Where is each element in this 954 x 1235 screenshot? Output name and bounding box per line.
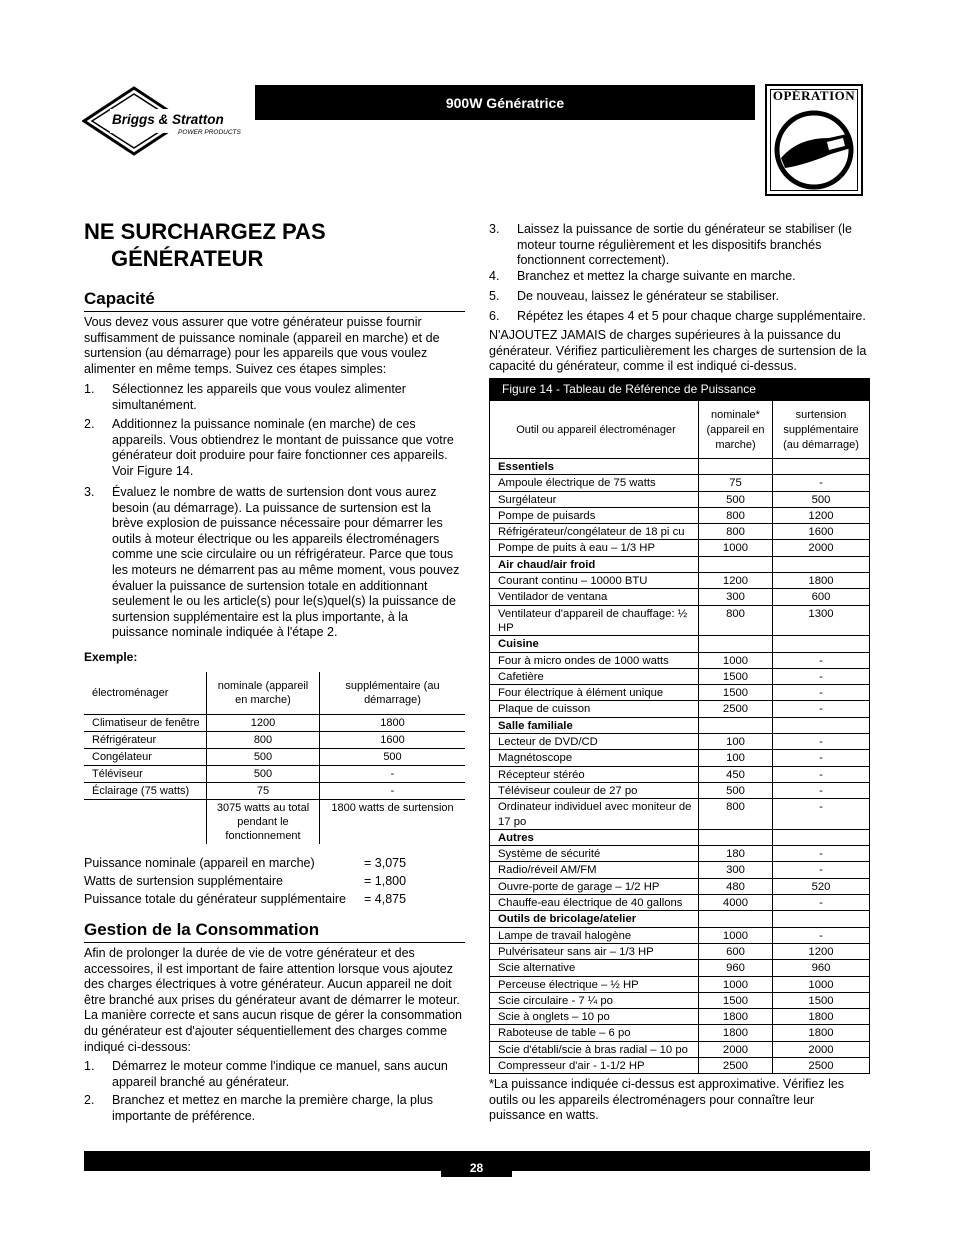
section-label: OPÉRATION [772, 88, 856, 103]
table-row [490, 734, 870, 750]
category-row [490, 829, 870, 845]
example-label: Exemple: [84, 650, 138, 664]
rated-watts: 300 [699, 862, 773, 878]
column-header: Outil ou appareil électroménager [490, 401, 699, 459]
rated-watts: 800 [699, 605, 773, 636]
rated-watts: 1000 [699, 976, 773, 992]
table-row [490, 976, 870, 992]
rated-watts: 75 [699, 475, 773, 491]
surge-watts: 600 [773, 589, 870, 605]
rated-watts: 800 [699, 524, 773, 540]
rated-watts: 4000 [699, 895, 773, 911]
category-row [490, 636, 870, 652]
surge-watts: 1800 [773, 573, 870, 589]
appliance-name: Pulvérisateur sans air – 1/3 HP [490, 943, 699, 959]
surge-watts: - [773, 862, 870, 878]
capacity-heading: Capacité [84, 289, 465, 312]
brand-logo-icon [82, 86, 254, 156]
surge-watts: 2000 [773, 1041, 870, 1057]
table-footnote: *La puissance indiquée ci-dessus est approximative. Vérifiez les outils ou les appareils électroménagers pour connaître leur puissance en watts. [489, 1077, 845, 1123]
rated-watts: 100 [699, 750, 773, 766]
table-row [490, 782, 870, 798]
surge-watts: 1600 [773, 524, 870, 540]
appliance-name: Scie circulaire - 7 ¼ po [490, 992, 699, 1008]
category-row [490, 911, 870, 927]
table-row [490, 927, 870, 943]
surge-watts: - [773, 895, 870, 911]
capacity-step: 2. Additionnez la puissance nominale (en marche) de ces appareils. Vous obtiendrez le montant de puissance que votre générateur doit produire pour faire fonctionner ces appareils. Voir Figure 14. [84, 417, 454, 478]
table-row [490, 652, 870, 668]
appliance-name: Plaque de cuisson [490, 701, 699, 717]
table-row: Réfrigérateur 800 1600 [84, 732, 465, 749]
wattage-reference-table [489, 400, 870, 1074]
surge-watts: 1300 [773, 605, 870, 636]
rated-watts: 1500 [699, 992, 773, 1008]
rated-watts: 1000 [699, 540, 773, 556]
appliance-name: Compresseur d'air - 1-1/2 HP [490, 1057, 699, 1073]
table-row [490, 1057, 870, 1073]
appliance-name: Magnétoscope [490, 750, 699, 766]
appliance-name: Ouvre-porte de garage – 1/2 HP [490, 878, 699, 894]
table-row: Climatiseur de fenêtre 1200 1800 [84, 715, 465, 732]
table-row [490, 573, 870, 589]
section-badge [765, 84, 863, 196]
appliance-name: Four à micro ondes de 1000 watts [490, 652, 699, 668]
appliance-name: Ventilateur d'appareil de chauffage: ½ HP [490, 605, 699, 636]
appliance-name: Raboteuse de table – 6 po [490, 1025, 699, 1041]
appliance-name: Perceuse électrique – ½ HP [490, 976, 699, 992]
surge-watts: 1800 [773, 1025, 870, 1041]
table-row [490, 846, 870, 862]
summary-line: Watts de surtension supplémentaire = 1,800 [84, 874, 407, 888]
appliance-name: Cafetière [490, 668, 699, 684]
table-row [490, 491, 870, 507]
category-label: Cuisine [490, 636, 699, 652]
management-step: 6. Répétez les étapes 4 et 5 pour chaque charge supplémentaire. [489, 309, 866, 323]
management-intro: Afin de prolonger la durée de vie de votre générateur et des accessoires, il est important de faire attention lorsque vous ajoutez des charges électriques à votre générateur. Aucun appareil ne doit être branché aux prises du générateur avant de démarrer le moteur. La manière correcte et sans aucun risque de gérer la consommation du générateur est d'ajouter séquentiellement des charges comme indiqué ci-dessous: [84, 946, 462, 1054]
category-row [490, 556, 870, 572]
category-row [490, 717, 870, 733]
rated-watts: 1800 [699, 1009, 773, 1025]
table-row [490, 799, 870, 830]
surge-watts: - [773, 475, 870, 491]
rated-watts: 2000 [699, 1041, 773, 1057]
table-row: Éclairage (75 watts) 75 - [84, 783, 465, 800]
appliance-name: Surgélateur [490, 491, 699, 507]
table-row [490, 895, 870, 911]
table-row [490, 766, 870, 782]
appliance-name: Chauffe-eau électrique de 40 gallons [490, 895, 699, 911]
rated-watts: 180 [699, 846, 773, 862]
appliance-name: Scie alternative [490, 960, 699, 976]
surge-watts: 960 [773, 960, 870, 976]
table-row [490, 475, 870, 491]
appliance-name: Pompe de puits à eau – 1/3 HP [490, 540, 699, 556]
table-row [490, 750, 870, 766]
rated-watts: 1000 [699, 927, 773, 943]
appliance-name: Ampoule électrique de 75 watts [490, 475, 699, 491]
appliance-name: Ordinateur individuel avec moniteur de 17 po [490, 799, 699, 830]
appliance-name: Radio/réveil AM/FM [490, 862, 699, 878]
table-row [490, 605, 870, 636]
example-table: électroménager nominale (appareil en marche) supplémentaire (au démarrage) Climatiseur de fenêtre 1200 1800 Réfrigérateur 800 1600 Congélateur 500 500 Téléviseur 500 - Éclairage (75 watts) 75 - 3075 watts au total pendant le fonctionnement 1800 watts de surtension [84, 672, 465, 844]
table-row [490, 540, 870, 556]
column-header: surtension supplémentaire (au démarrage) [773, 401, 870, 459]
surge-watts: 1200 [773, 507, 870, 523]
rated-watts: 800 [699, 799, 773, 830]
table-row [490, 943, 870, 959]
rated-watts: 480 [699, 878, 773, 894]
brand-logo [82, 86, 254, 156]
rated-watts: 2500 [699, 701, 773, 717]
rated-watts: 300 [699, 589, 773, 605]
surge-watts: - [773, 668, 870, 684]
rated-watts: 1200 [699, 573, 773, 589]
product-title-bar [255, 85, 755, 120]
overload-warning: N'AJOUTEZ JAMAIS de charges supérieures à la puissance du générateur. Vérifiez particulièrement les charges de surtension de la capacité du générateur, comme il est indiqué ci-dessus. [489, 328, 867, 374]
table-row [490, 960, 870, 976]
table-row [490, 507, 870, 523]
table-row [490, 701, 870, 717]
surge-watts: - [773, 734, 870, 750]
svg-text:POWER PRODUCTS: POWER PRODUCTS [178, 129, 241, 136]
surge-watts: - [773, 799, 870, 830]
rated-watts: 450 [699, 766, 773, 782]
rated-watts: 1800 [699, 1025, 773, 1041]
management-step: 4. Branchez et mettez la charge suivante en marche. [489, 269, 796, 283]
page-title: NE SURCHARGEZ PAS GÉNÉRATEUR [84, 219, 326, 271]
summary-line: Puissance totale du générateur supplémentaire = 4,875 [84, 892, 407, 906]
appliance-name: Système de sécurité [490, 846, 699, 862]
rated-watts: 800 [699, 507, 773, 523]
management-step: 3. Laissez la puissance de sortie du générateur se stabiliser (le moteur tourne régulièrement et les dispositifs branchés fonctionnent correctement). [489, 222, 852, 268]
management-step: 1. Démarrez le moteur comme l'indique ce manuel, sans aucun appareil branché au générateur. [84, 1059, 448, 1089]
surge-watts: - [773, 766, 870, 782]
table-row [490, 589, 870, 605]
surge-watts: - [773, 701, 870, 717]
appliance-name: Ventilador de ventana [490, 589, 699, 605]
rated-watts: 2500 [699, 1057, 773, 1073]
appliance-name: Lampe de travail halogène [490, 927, 699, 943]
category-row [490, 459, 870, 475]
surge-watts: 520 [773, 878, 870, 894]
appliance-name: Pompe de puisards [490, 507, 699, 523]
management-heading: Gestion de la Consommation [84, 920, 465, 943]
surge-watts: - [773, 782, 870, 798]
capacity-intro: Vous devez vous assurer que votre générateur puisse fournir suffisamment de puissance nominale (appareil en marche) et de surtension (au démarrage) pour les appareils que vous voulez alimenter en même temps. Suivez ces étapes simples: [84, 315, 440, 376]
table-row: Téléviseur 500 - [84, 766, 465, 783]
product-title: 900W Génératrice [445, 94, 565, 111]
surge-watts: 2000 [773, 540, 870, 556]
svg-text:Briggs & Stratton: Briggs & Stratton [112, 112, 224, 127]
capacity-step: 3. Évaluez le nombre de watts de surtension dont vous aurez besoin (au démarrage). La puissance de surtension est la brève explosion de puissance nécessaire pour démarrer les outils à moteur électrique ou les appareils électroménagers comme une scie circulaire ou un réfrigérateur. Parce que tous les moteurs ne démarrent pas au même moment, vous pouvez évaluer la puissance de surtension totale en additionnant seulement le ou les article(s) pour le(s)quel(s) la puissance de surtension supplémentaire est la plus importante, à la puissance nominale indiquée à l'étape 2. [84, 485, 460, 640]
rated-watts: 600 [699, 943, 773, 959]
appliance-name: Lecteur de DVD/CD [490, 734, 699, 750]
appliance-name: Scie d'établi/scie à bras radial – 10 po [490, 1041, 699, 1057]
surge-watts: - [773, 652, 870, 668]
appliance-name: Scie à onglets – 10 po [490, 1009, 699, 1025]
surge-watts: 1500 [773, 992, 870, 1008]
table-row [490, 1041, 870, 1057]
appliance-name: Récepteur stéréo [490, 766, 699, 782]
category-label: Air chaud/air froid [490, 556, 699, 572]
appliance-name: Téléviseur couleur de 27 po [490, 782, 699, 798]
surge-watts: - [773, 846, 870, 862]
rated-watts: 960 [699, 960, 773, 976]
surge-watts: 1800 [773, 1009, 870, 1025]
category-label: Essentiels [490, 459, 699, 475]
surge-watts: - [773, 685, 870, 701]
management-step: 2. Branchez et mettez en marche la première charge, la plus importante de préférence. [84, 1093, 433, 1123]
surge-watts: 500 [773, 491, 870, 507]
summary-line: Puissance nominale (appareil en marche) = 3,075 [84, 856, 407, 870]
table-row [490, 992, 870, 1008]
surge-watts: 2500 [773, 1057, 870, 1073]
rated-watts: 500 [699, 491, 773, 507]
category-label: Outils de bricolage/atelier [490, 911, 699, 927]
table-row [490, 862, 870, 878]
table-header-row [490, 401, 870, 459]
management-step: 5. De nouveau, laissez le générateur se stabiliser. [489, 289, 779, 303]
table-row [490, 1025, 870, 1041]
surge-watts: 1000 [773, 976, 870, 992]
table-row [490, 668, 870, 684]
page-number: 28 [441, 1158, 512, 1177]
capacity-step: 1. Sélectionnez les appareils que vous voulez alimenter simultanément. [84, 382, 406, 412]
rated-watts: 1500 [699, 668, 773, 684]
table-row [490, 524, 870, 540]
surge-watts: 1200 [773, 943, 870, 959]
rated-watts: 100 [699, 734, 773, 750]
table-row [490, 878, 870, 894]
surge-watts: - [773, 927, 870, 943]
appliance-name: Réfrigérateur/congélateur de 18 pi cu [490, 524, 699, 540]
hand-switch-icon [771, 108, 857, 190]
category-label: Salle familiale [490, 717, 699, 733]
rated-watts: 1000 [699, 652, 773, 668]
table-row [490, 1009, 870, 1025]
column-header: nominale* (appareil en marche) [699, 401, 773, 459]
table-row: Congélateur 500 500 [84, 749, 465, 766]
rated-watts: 500 [699, 782, 773, 798]
category-label: Autres [490, 829, 699, 845]
appliance-name: Courant continu – 10000 BTU [490, 573, 699, 589]
surge-watts: - [773, 750, 870, 766]
table-row [490, 685, 870, 701]
table-total-row: 3075 watts au total pendant le fonctionnement 1800 watts de surtension [84, 800, 465, 845]
rated-watts: 1500 [699, 685, 773, 701]
appliance-name: Four électrique à élément unique [490, 685, 699, 701]
figure-caption: Figure 14 - Tableau de Référence de Puissance [489, 378, 870, 400]
